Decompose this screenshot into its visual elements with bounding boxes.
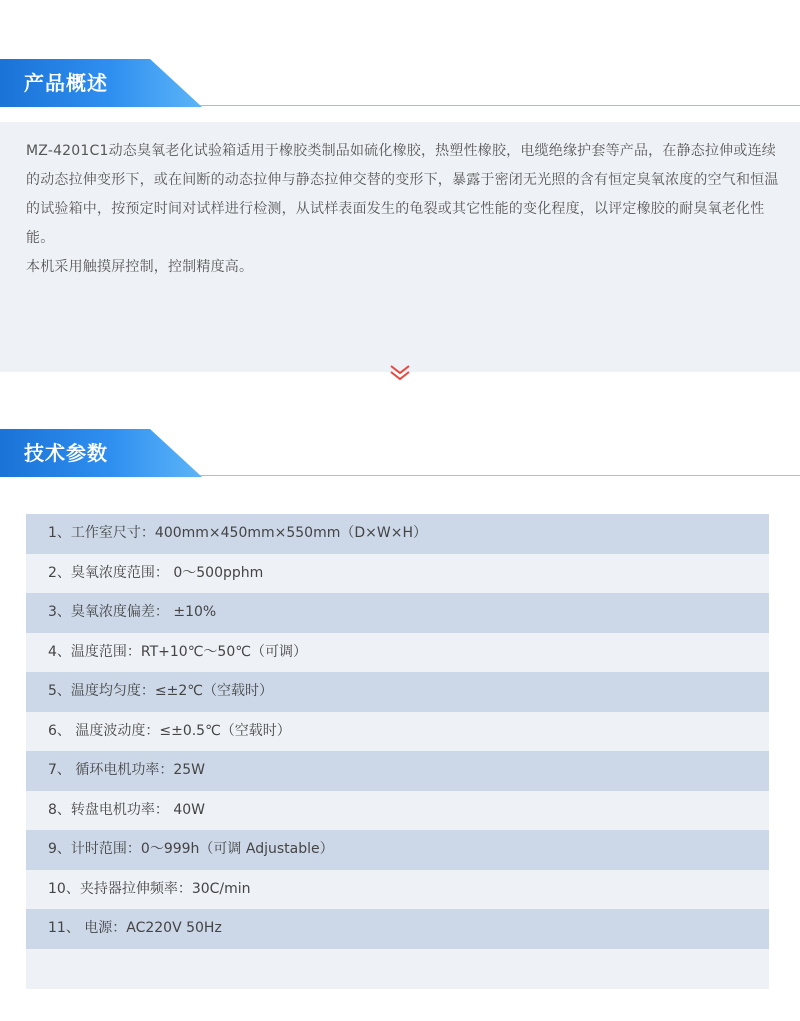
spec-row-ozone-deviation: 3、臭氧浓度偏差： ±10% <box>26 593 769 633</box>
specs-header-rule <box>200 475 800 476</box>
spec-row-circulation-motor: 7、 循环电机功率：25W <box>26 751 769 791</box>
spec-row-ozone-range: 2、臭氧浓度范围： 0～500pphm <box>26 554 769 594</box>
spec-row-dimensions: 1、工作室尺寸：400mm×450mm×550mm（D×W×H） <box>26 514 769 554</box>
overview-title: 产品概述 <box>24 71 108 95</box>
spec-row-temperature-uniformity: 5、温度均匀度：≤±2℃（空载时） <box>26 672 769 712</box>
double-chevron-down-icon[interactable] <box>388 363 412 383</box>
spec-row-temperature-fluctuation: 6、 温度波动度：≤±0.5℃（空载时） <box>26 712 769 752</box>
overview-panel <box>0 122 800 372</box>
spec-row-timer-range: 9、计时范围：0～999h（可调 Adjustable） <box>26 830 769 870</box>
overview-paragraph-2: 本机采用触摸屏控制，控制精度高。 <box>26 259 254 275</box>
overview-paragraph-1: MZ-4201C1动态臭氧老化试验箱适用于橡胶类制品如硫化橡胶，热塑性橡胶，电缆绝缘护套等产品，在静态拉伸或连续的动态拉伸变形下，或在间断的动态拉伸与静态拉伸交替的变形下，暴露于密闭无光照的含有恒定臭氧浓度的空气和恒温的试验箱中，按预定时间对试样进行检测，从试样表面发生的龟裂或其它性能的变化程度，以评定橡胶的耐臭氧老化性能。 <box>26 143 779 246</box>
overview-header-rule <box>200 105 800 106</box>
spec-row-empty <box>26 949 769 989</box>
spec-row-power-supply: 11、 电源：AC220V 50Hz <box>26 909 769 949</box>
specs-section-header <box>0 429 800 479</box>
spec-row-clamp-frequency: 10、夹持器拉伸频率：30C/min <box>26 870 769 910</box>
specs-table <box>26 514 769 989</box>
overview-text <box>26 137 780 282</box>
spec-row-temperature-range: 4、温度范围：RT+10℃～50℃（可调） <box>26 633 769 673</box>
overview-section-header <box>0 59 800 109</box>
specs-title: 技术参数 <box>24 441 108 465</box>
spec-row-turntable-motor: 8、转盘电机功率： 40W <box>26 791 769 831</box>
